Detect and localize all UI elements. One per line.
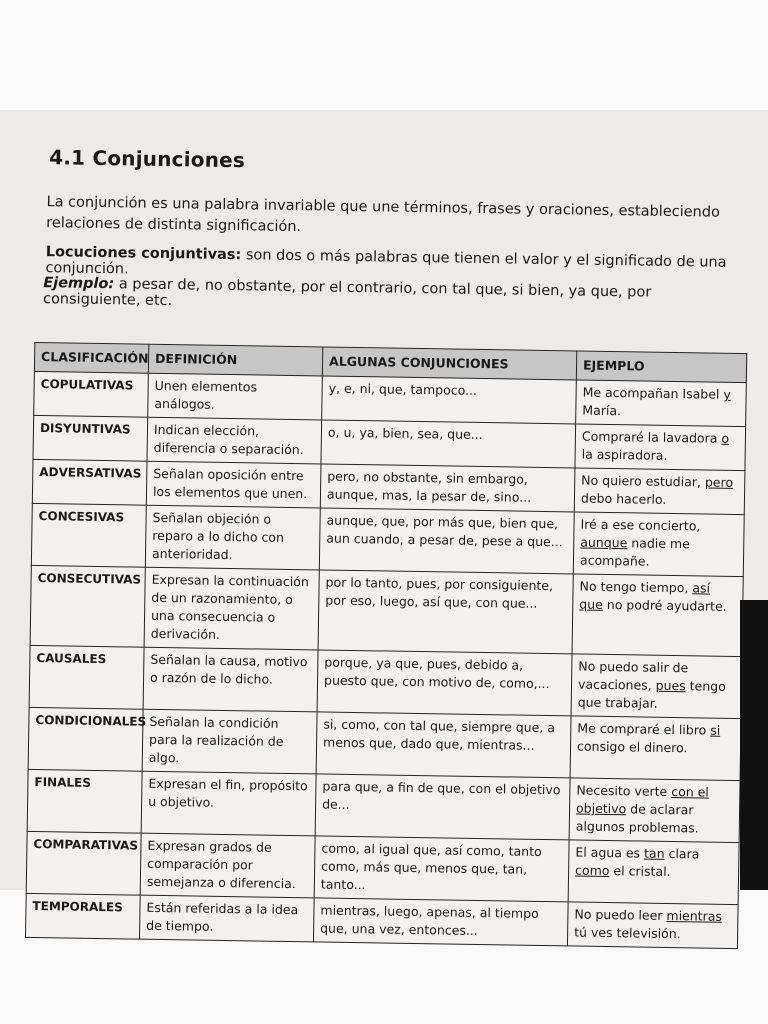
cell-definicion: Señalan oposición entre los elementos que unen. [146, 461, 321, 508]
example-text: el cristal. [609, 863, 671, 879]
table-body [26, 371, 747, 948]
example-text: No puedo salir de vacaciones, [577, 658, 689, 693]
cell-clasificacion: COMPARATIVAS [26, 831, 141, 895]
conjunctions-table [25, 342, 747, 949]
underlined-conjunction: con el objetivo [575, 784, 709, 817]
underlined-conjunction: o [721, 430, 730, 446]
underlined-conjunction: pues [655, 677, 686, 694]
table-row [26, 831, 739, 904]
example-text: de aclarar algunos problemas. [575, 801, 699, 836]
cell-definicion: Expresan el fin, propósito u objetivo. [141, 771, 316, 836]
cell-definicion: Están referidas a la idea de tiempo. [139, 895, 314, 942]
cell-definicion: Unen elementos análogos. [148, 373, 323, 420]
scan-dark-edge [740, 600, 768, 890]
header-definicion: DEFINICIÓN [148, 344, 322, 376]
example-text: nadie me acompañe. [579, 535, 690, 569]
cell-ejemplo [569, 778, 740, 843]
cell-clasificacion: ADVERSATIVAS [32, 459, 147, 505]
page-content [32, 110, 752, 942]
example-text: No puedo leer [574, 906, 667, 923]
example-text: tú ves televisión. [574, 924, 681, 942]
example-text: Necesito verte [576, 782, 672, 799]
cell-clasificacion: CONCESIVAS [31, 503, 146, 567]
header-clasificacion: CLASIFICACIÓN [34, 342, 148, 373]
cell-conjunciones: para que, a fin de que, con el objetivo de... [315, 774, 570, 840]
cell-conjunciones: como, al igual que, así como, tanto como, más que, menos que, tan, tanto... [314, 836, 569, 902]
example-text: debo hacerlo. [580, 490, 667, 507]
cell-conjunciones: o, u, ya, bien, sea, que... [321, 420, 576, 468]
example-text: la aspiradora. [581, 446, 668, 463]
cell-definicion: Señalan la causa, motivo o razón de lo dicho. [143, 647, 318, 712]
cell-ejemplo [574, 468, 745, 515]
table-row [28, 707, 741, 780]
underlined-conjunction: mientras [666, 907, 723, 924]
cell-ejemplo [573, 512, 744, 577]
cell-ejemplo [570, 716, 741, 781]
header-ejemplo: EJEMPLO [576, 351, 746, 383]
cell-conjunciones: aunque, que, por más que, bien que, aun cuando, a pesar de, pese a que... [319, 508, 574, 574]
cell-conjunciones: y, e, ni, que, tampoco... [322, 376, 577, 424]
example-text: No quiero estudiar, [581, 472, 706, 490]
section-title: 4.1 Conjunciones [49, 145, 246, 173]
cell-ejemplo [572, 574, 743, 657]
cell-clasificacion: DISYUNTIVAS [33, 415, 148, 461]
cell-clasificacion: TEMPORALES [26, 893, 141, 939]
cell-clasificacion: COPULATIVAS [34, 371, 149, 417]
cell-conjunciones: pero, no obstante, sin embargo, aunque, mas, la pesar de, sino... [320, 464, 575, 512]
book-page [0, 110, 768, 942]
example-text: Compraré la lavadora [581, 428, 722, 446]
example-text: no podré ayudarte. [602, 596, 727, 614]
cell-ejemplo [575, 424, 746, 471]
cell-definicion: Expresan la continuación de un razonamiento, o una consecuencia o derivación. [144, 567, 319, 650]
table-row [27, 769, 740, 842]
table-row [30, 565, 743, 656]
example-text: Iré a ese concierto, [580, 516, 701, 534]
table-row [31, 503, 744, 576]
cell-clasificacion: CAUSALES [29, 645, 144, 709]
example-text: Me acompañan Isabel [582, 384, 724, 402]
cell-ejemplo [571, 654, 742, 719]
cell-conjunciones: si, como, con tal que, siempre que, a menos que, dado que, mientras... [316, 712, 571, 778]
cell-definicion: Expresan grados de comparación por semejanza o diferencia. [140, 833, 315, 898]
ejemplo-label: Ejemplo: [43, 275, 115, 293]
cell-ejemplo [576, 380, 747, 427]
example-text: consigo el dinero. [576, 738, 688, 756]
underlined-conjunction: aunque [580, 534, 628, 551]
underlined-conjunction: tan [643, 845, 665, 861]
cell-clasificacion: FINALES [27, 769, 142, 833]
underlined-conjunction: como [575, 862, 610, 879]
cell-ejemplo [567, 902, 738, 949]
underlined-conjunction: si [710, 722, 721, 738]
underlined-conjunction: pero [704, 474, 734, 490]
ejemplo-text: a pesar de, no obstante, por el contrario, con tal que, si bien, ya que, por consiguiente, etc. [42, 276, 652, 310]
cell-ejemplo [568, 840, 739, 905]
example-text: tengo que trabajar. [577, 678, 726, 711]
locuciones-text: son dos o más palabras que tienen el valor y el significado de una conjunción. [45, 247, 727, 278]
cell-clasificacion: CONDICIONALES [28, 707, 143, 771]
locuciones-label: Locuciones conjuntivas: [45, 244, 242, 264]
cell-definicion: Señalan la condición para la realización de algo. [142, 709, 317, 774]
underlined-conjunction: así que [579, 580, 711, 612]
example-text: clara [664, 845, 700, 862]
cell-conjunciones: por lo tanto, pues, por consiguiente, por eso, luego, así que, con que... [318, 570, 573, 654]
example-text: Me compraré el libro [577, 720, 711, 738]
cell-definicion: Señalan objeción o reparo a lo dicho con anterioridad. [145, 505, 320, 570]
definition-paragraph: La conjunción es una palabra invariable que une términos, frases y oraciones, estableciendo relaciones de distinta significación. [46, 194, 721, 236]
underlined-conjunction: y [723, 386, 731, 402]
example-text: No tengo tiempo, [579, 578, 693, 596]
table-row [29, 645, 742, 718]
example-text: El agua es [575, 844, 645, 861]
header-conjunciones: ALGUNAS CONJUNCIONES [322, 347, 576, 380]
cell-definicion: Indican elección, diferencia o separación. [147, 417, 322, 464]
cell-clasificacion: CONSECUTIVAS [30, 565, 145, 647]
example-text: María. [582, 402, 622, 419]
cell-conjunciones: mientras, luego, apenas, al tiempo que, una vez, entonces... [313, 898, 568, 946]
cell-conjunciones: porque, ya que, pues, debido a, puesto que, con motivo de, como,... [317, 650, 572, 716]
